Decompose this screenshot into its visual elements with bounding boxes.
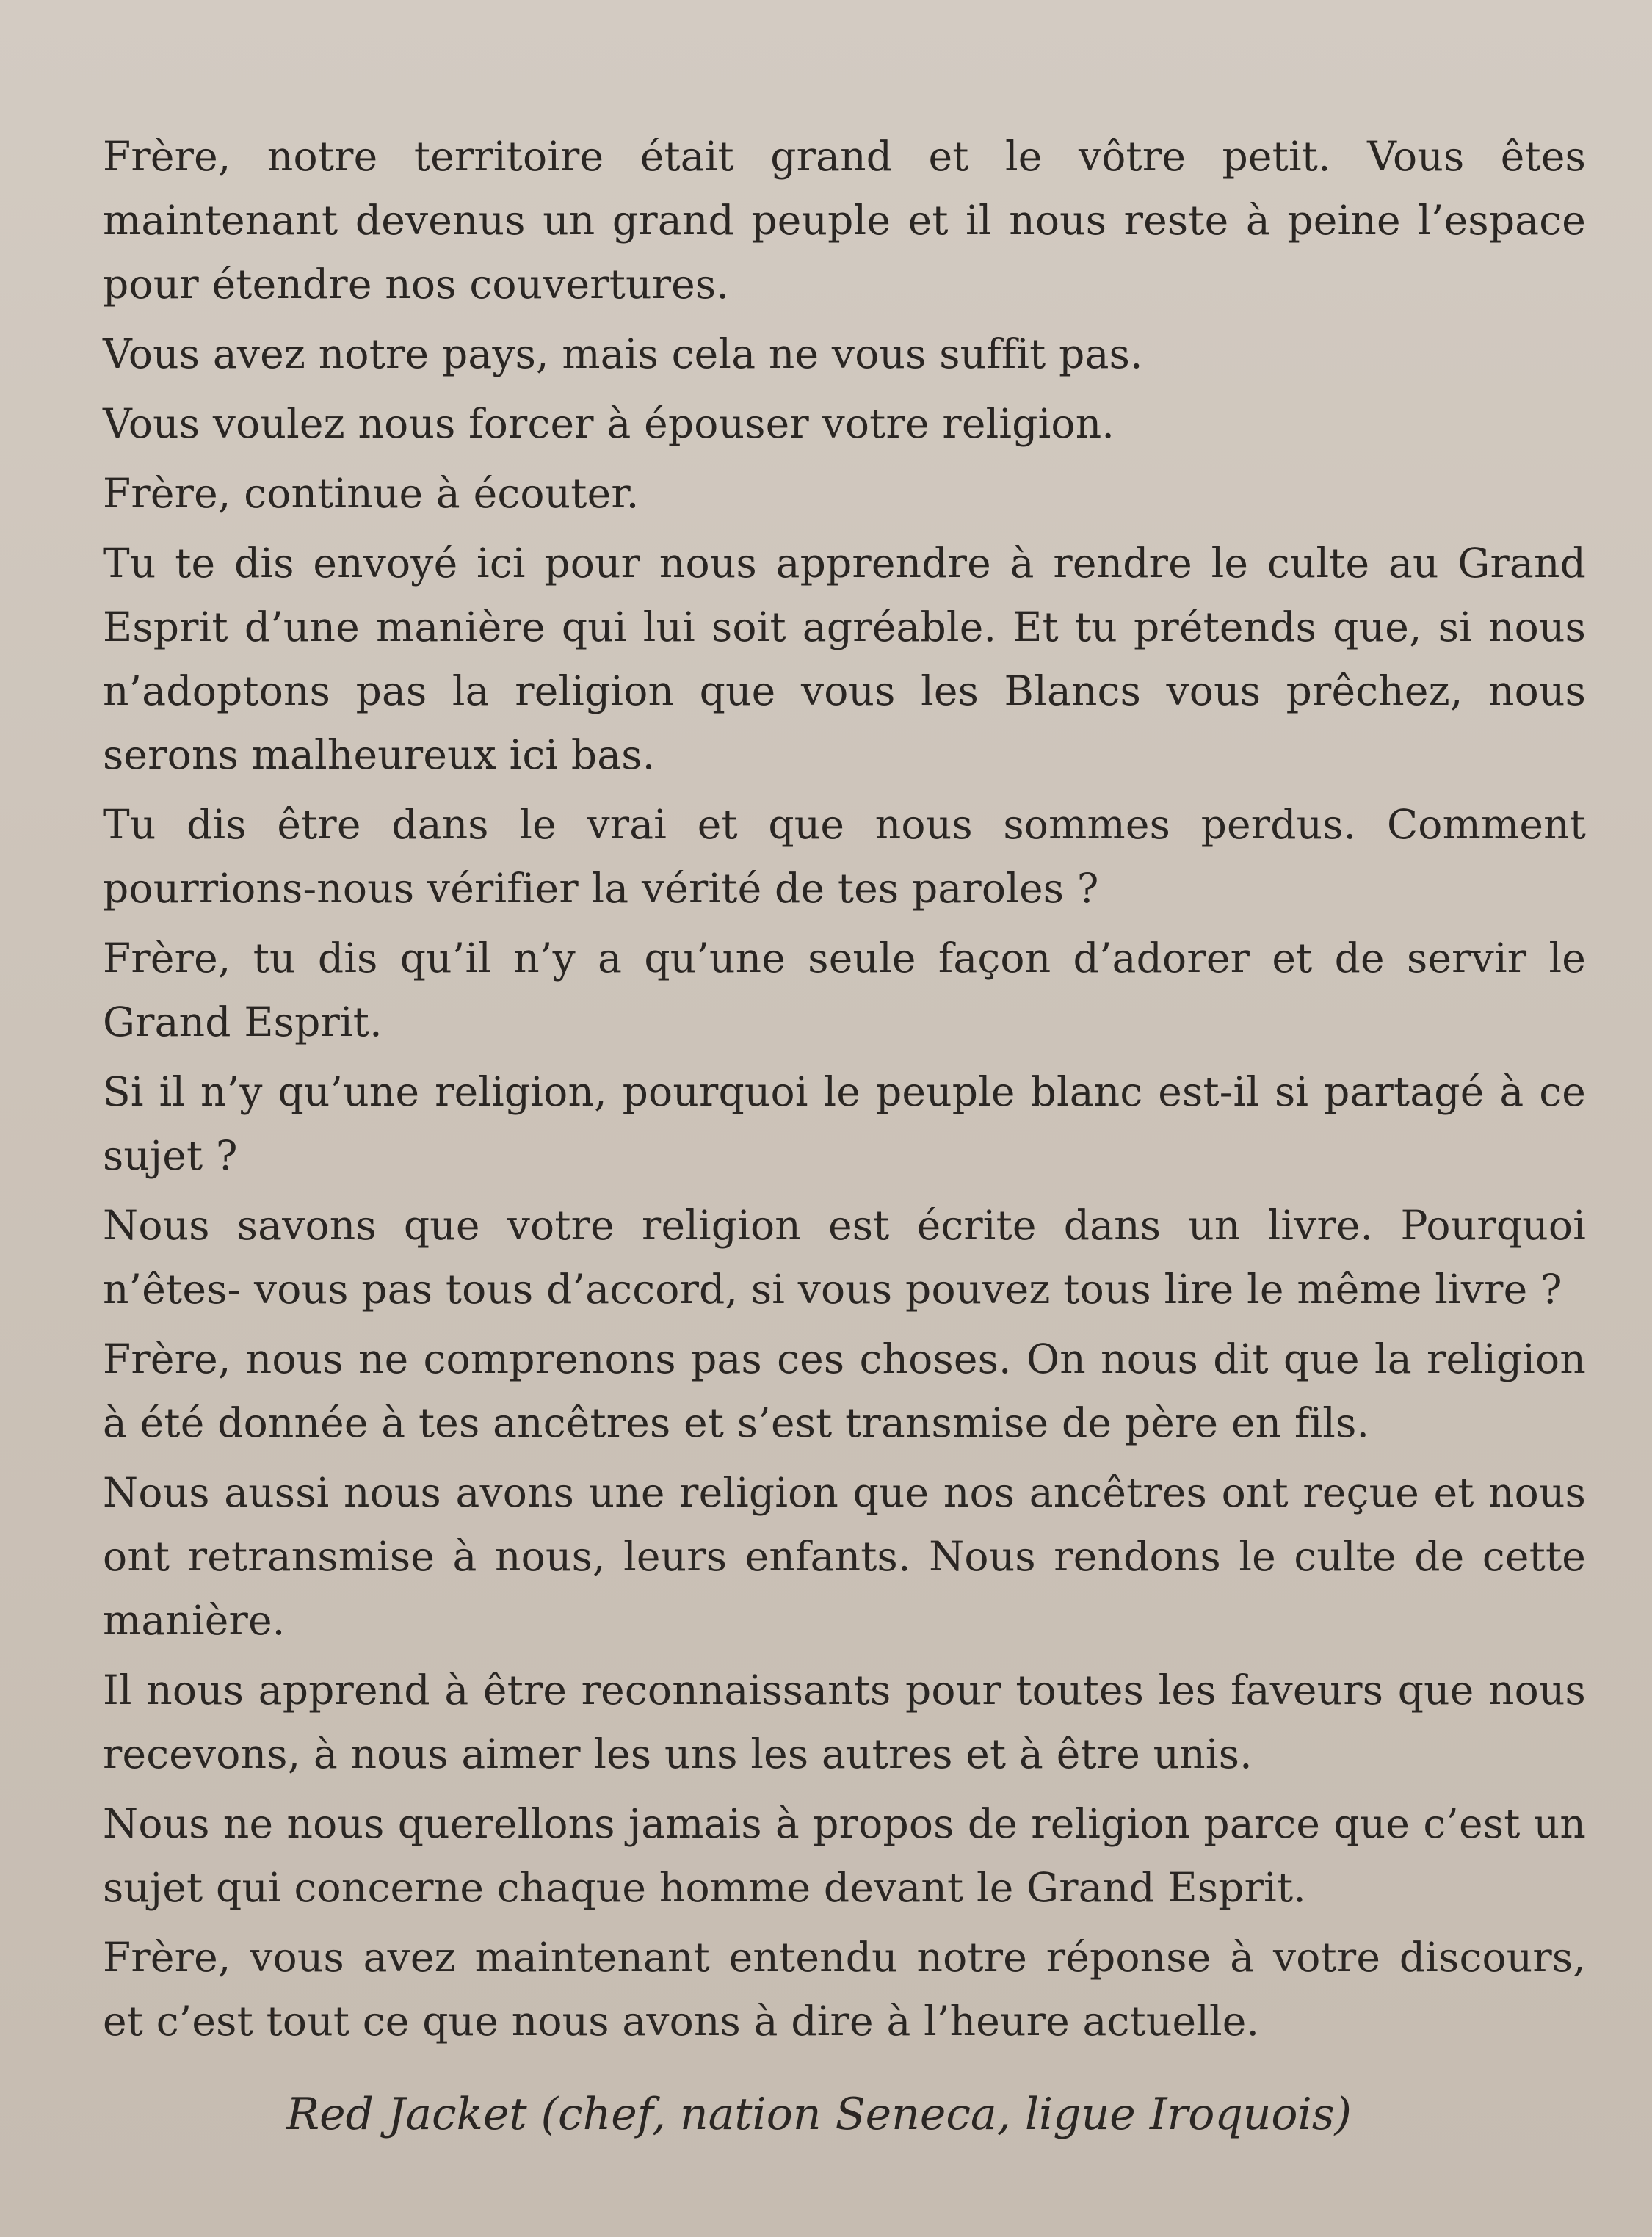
paragraph: Si il n’y qu’une religion, pourquoi le peuple blanc est-il si partagé à ce sujet ? <box>103 1068 1586 1179</box>
paragraph: Frère, notre territoire était grand et le vôtre petit. Vous êtes maintenant devenus un grand peuple et il nous reste à peine l’espace pour étendre nos couvertures. <box>103 133 1586 308</box>
paragraph: Nous savons que votre religion est écrite dans un livre. Pourquoi n’êtes- vous pas tous d’accord, si vous pouvez tous lire le même livre ? <box>103 1202 1586 1313</box>
paragraph: Nous ne nous querellons jamais à propos de religion parce que c’est un sujet qui concerne chaque homme devant le Grand Esprit. <box>103 1800 1586 1911</box>
paragraph: Vous avez notre pays, mais cela ne vous suffit pas. <box>103 330 1143 377</box>
paragraph: Tu dis être dans le vrai et que nous sommes perdus. Comment pourrions-nous vérifier la vérité de tes paroles ? <box>103 801 1586 912</box>
paragraph: Tu te dis envoyé ici pour nous apprendre à rendre le culte au Grand Esprit d’une manière qui lui soit agréable. Et tu prétends que, si nous n’adoptons pas la religion que vous les Blancs vous prêchez, nous serons malheureux ici bas. <box>103 540 1586 778</box>
signature: Red Jacket (chef, nation Seneca, ligue Iroquois) <box>286 2089 1352 2140</box>
text-column <box>103 125 1586 2147</box>
paragraph: Frère, tu dis qu’il n’y a qu’une seule façon d’adorer et de servir le Grand Esprit. <box>103 935 1586 1045</box>
paragraph: Frère, nous ne comprenons pas ces choses. On nous dit que la religion à été donnée à tes ancêtres et s’est transmise de père en fils. <box>103 1335 1586 1446</box>
paragraph: Frère, continue à écouter. <box>103 470 640 517</box>
paragraph: Nous aussi nous avons une religion que nos ancêtres ont reçue et nous ont retransmise à nous, leurs enfants. Nous rendons le culte de cette manière. <box>103 1469 1586 1644</box>
paragraph: Frère, vous avez maintenant entendu notre réponse à votre discours, et c’est tout ce que nous avons à dire à l’heure actuelle. <box>103 1934 1586 2045</box>
paragraph: Vous voulez nous forcer à épouser votre religion. <box>103 400 1115 447</box>
paragraph: Il nous apprend à être reconnaissants pour toutes les faveurs que nous recevons, à nous aimer les uns les autres et à être unis. <box>103 1667 1586 1777</box>
